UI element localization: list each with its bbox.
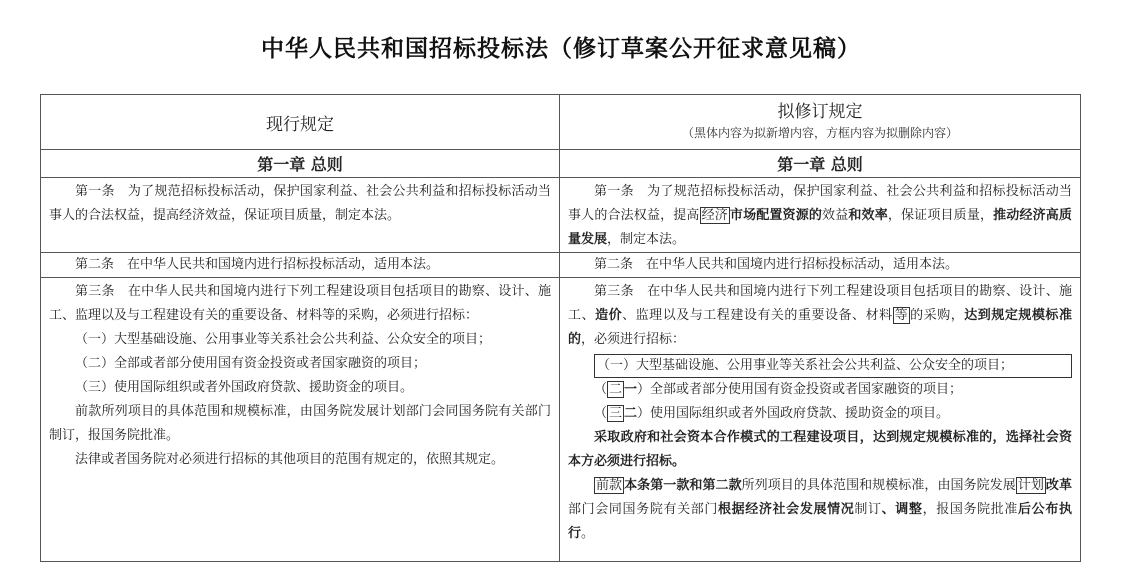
- added-text: 根据经济社会发展情况: [718, 502, 855, 517]
- article-3-proposed: [560, 278, 1081, 562]
- added-text: 二: [624, 406, 638, 421]
- header-current-label: 现行规定: [266, 114, 334, 135]
- added-text: 和效率: [848, 208, 888, 223]
- comparison-table: [40, 94, 1081, 562]
- deleted-text: 二: [609, 382, 623, 397]
- text-segment: 。: [581, 526, 595, 541]
- header-proposed: [560, 95, 1081, 150]
- text-segment: 第一条 为了规范招标投标活动，保护国家利益、社会公共利益和招标投标活动当事人的合法权益，提高: [568, 184, 1072, 223]
- chapter-row: [41, 150, 1081, 178]
- article-1-current-text: 第一条 为了规范招标投标活动，保护国家利益、社会公共利益和招标投标活动当事人的合法权益，提高经济效益，保证项目质量，制定本法。: [49, 184, 551, 223]
- article-3-row: [41, 278, 1081, 562]
- article-2-current-text: 第二条 在中华人民共和国境内进行招标投标活动，适用本法。: [75, 257, 440, 272]
- article-3-current-para-3: 法律或者国务院对必须进行招标的其他项目的范围有规定的，依照其规定。: [75, 452, 505, 467]
- article-1-proposed: [560, 178, 1081, 253]
- article-1-proposed-text: [568, 180, 1072, 252]
- text-segment: ，报国务院批准: [922, 502, 1019, 517]
- text-segment: 部门会同国务院有关部门: [568, 502, 718, 517]
- article-1-row: [41, 178, 1081, 253]
- text-segment: 第三条 在中华人民共和国境内进行下列工程建设项目包括项目的勘察、设计、施工、: [568, 284, 1072, 323]
- text-segment: （: [594, 382, 608, 397]
- header-row: [41, 95, 1081, 150]
- article-2-proposed-text: 第二条 在中华人民共和国境内进行招标投标活动，适用本法。: [594, 257, 959, 272]
- added-text: 造价: [595, 308, 623, 323]
- article-3-proposed-item-2: [568, 378, 1072, 402]
- deleted-text: 计划: [1017, 478, 1044, 493]
- header-proposed-label: 拟修订规定: [777, 102, 863, 122]
- article-3-current-para-2: 前款所列项目的具体范围和规模标准，由国务院发展计划部门会同国务院有关部门制订，报国务院批准。: [49, 404, 551, 443]
- added-text: 达到规定规模标准的: [568, 308, 1072, 347]
- added-text: 推动经济高质量发展: [568, 208, 1072, 247]
- article-3-current: [41, 278, 560, 562]
- added-text: 改革: [1045, 478, 1072, 493]
- article-2-current: [41, 253, 560, 278]
- document-title: 中华人民共和国招标投标法（修订草案公开征求意见稿）: [261, 36, 861, 62]
- text-segment: 的采购，: [910, 308, 965, 323]
- text-segment: 效益: [822, 208, 849, 223]
- article-1-current: [41, 178, 560, 253]
- added-text: 市场配置资源的: [729, 208, 823, 223]
- article-3-proposed-new-para: 采取政府和社会资本合作模式的工程建设项目，达到规定规模标准的，选择社会资本方必须进行招标。: [568, 430, 1072, 469]
- text-segment: 制订: [854, 502, 882, 517]
- deleted-text: 经济: [701, 208, 728, 223]
- article-3-proposed-item-3: [568, 402, 1072, 426]
- article-3-proposed-para-3: [568, 474, 1072, 546]
- header-current: [41, 95, 560, 150]
- text-segment: ）使用国际组织或者外国政府贷款、援助资金的项目。: [637, 406, 950, 421]
- text-segment: ）全部或者部分使用国有资金投资或者国家融资的项目；: [637, 382, 963, 397]
- text-segment: 、监理以及与工程建设有关的重要设备、材料: [622, 308, 893, 323]
- deleted-text: 等: [894, 308, 909, 323]
- article-2-proposed: [560, 253, 1081, 278]
- article-3-current-intro: 第三条 在中华人民共和国境内进行下列工程建设项目包括项目的勘察、设计、施工、监理以及与工程建设有关的重要设备、材料等的采购，必须进行招标：: [49, 284, 551, 323]
- article-3-current-item-2: （二）全部或者部分使用国有资金投资或者国家融资的项目；: [75, 356, 427, 371]
- deleted-text: 前款: [596, 478, 623, 493]
- text-segment: ，制定本法。: [607, 232, 686, 247]
- added-text: 、调整: [881, 502, 923, 517]
- text-segment: （: [594, 406, 608, 421]
- text-segment: ，保证项目质量，: [887, 208, 994, 223]
- article-3-current-item-1: （一）大型基础设施、公用事业等关系社会公共利益、公众安全的项目；: [75, 332, 492, 347]
- deleted-item-1: （一）大型基础设施、公用事业等关系社会公共利益、公众安全的项目；: [594, 354, 1072, 378]
- chapter-right: 第一章 总则: [560, 150, 1081, 178]
- article-2-row: [41, 253, 1081, 278]
- text-segment: ，必须进行招标：: [581, 332, 686, 347]
- chapter-left: 第一章 总则: [41, 150, 560, 178]
- added-text: 本条第一款和第二款: [624, 478, 742, 493]
- added-text: 后公布执行: [568, 502, 1072, 541]
- deleted-text: 三: [609, 406, 623, 421]
- header-proposed-note: （黑体内容为拟新增内容，方框内容为拟删除内容）: [681, 126, 958, 140]
- text-segment: 所列项目的具体范围和规模标准，由国务院发展: [741, 478, 1016, 493]
- article-3-current-item-3: （三）使用国际组织或者外国政府贷款、援助资金的项目。: [75, 380, 414, 395]
- added-text: 一: [624, 382, 638, 397]
- article-3-proposed-intro: [568, 280, 1072, 352]
